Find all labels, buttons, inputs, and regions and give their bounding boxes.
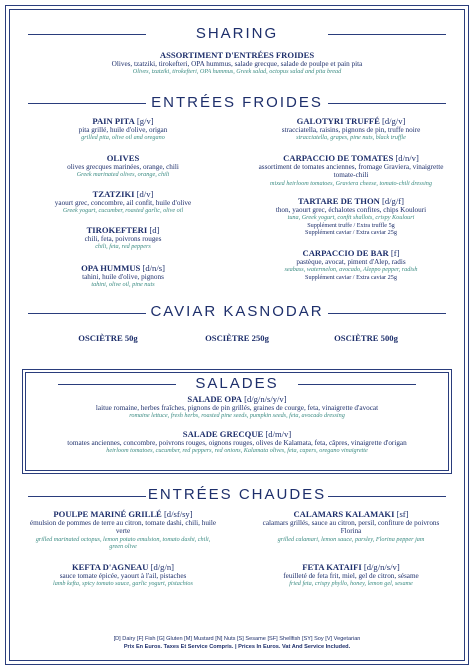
section-title-salades: SALADES — [195, 375, 279, 392]
dish-name: OLIVES — [106, 153, 140, 163]
dish-carpaccio-bar — [256, 248, 446, 281]
dish-description-en: stracciatella, grapes, pine nuts, black truffle — [296, 134, 406, 142]
dish-pain-pita — [28, 116, 218, 142]
dish-description-en: romaine lettuce, fresh herbs, roasted pine seeds, pumpkin seeds, feta, avocado dressing — [129, 412, 345, 420]
dish-feta-kataifi — [256, 562, 446, 588]
dish-description-en: mixed heirloom tomatoes, Graviera cheese, tomato-chili dressing — [270, 179, 432, 187]
supplement-line: Supplément caviar / Extra caviar 25g — [305, 228, 397, 236]
allergen-tag: [f] — [388, 248, 400, 258]
dish-description-fr: tomates anciennes, concombre, poivrons rouges, oignons rouges, olives de Kalamata, feta, câpres, vinaigrette d'origan — [67, 439, 407, 447]
dish-description-fr: calamars grillés, sauce au citron, persil, confiture de poivrons Florina — [262, 519, 440, 536]
allergen-legend: [D] Dairy [F] Fish [G] Gluten [M] Mustard [N] Nuts [S] Sesame [SF] Shellfish [SY] Soy [V] Vegetarian — [113, 636, 361, 642]
allergen-tag: [d] — [147, 225, 160, 235]
section-title-entrees-chaudes: ENTRÉES CHAUDES — [147, 486, 327, 503]
dish-description-fr: émulsion de pommes de terre au citron, tomate dashi, chili, huile verte — [29, 519, 217, 536]
section-title-sharing: SHARING — [195, 25, 279, 42]
dish-description-en: grilled pita, olive oil and oregano — [81, 134, 165, 142]
allergen-tag: [d/g/v] — [379, 116, 406, 126]
section-title-caviar: CAVIAR KASNODAR — [150, 303, 324, 320]
dish-name: CARPACCIO DE TOMATES — [283, 153, 394, 163]
dish-name: POULPE MARINÉ GRILLÉ — [53, 509, 162, 519]
dish-description-en: grilled marinated octopus, lemon potato emulsion, tomato dashi, chili, green olive — [35, 535, 211, 551]
dish-carpaccio-tomates — [256, 153, 446, 187]
dish-calamars — [256, 509, 446, 543]
allergen-tag: [d/g/n/s/v] — [361, 562, 400, 572]
allergen-tag: [g/v] — [134, 116, 154, 126]
caviar-item: OSCIÈTRE 250g — [205, 333, 269, 343]
dish-description-fr: olives grecques marinées, orange, chili — [67, 163, 179, 171]
allergen-tag: [sf] — [394, 509, 409, 519]
dish-name: CALAMARS KALAMAKI — [293, 509, 395, 519]
dish-description-en: tuna, Greek yogurt, confit shallots, crispy Koulouri — [287, 214, 415, 222]
dish-name: TARTARE DE THON — [298, 196, 380, 206]
dish-description-fr: tahini, huile d'olive, pignons — [82, 273, 164, 281]
dish-description-en: fried feta, crispy phyllo, honey, lemon gel, sesame — [289, 580, 413, 588]
dish-description-en: heirloom tomatoes, cucumber, red peppers, red onions, Kalamata olives, feta, capers, oregano vinaigrette — [106, 447, 368, 455]
caviar-item: OSCIÈTRE 500g — [334, 333, 398, 343]
supplement-line: Supplément caviar / Extra caviar 25g — [305, 273, 397, 281]
dish-description-fr: Olives, tzatziki, tirokefteri, OPA hummus, salade grecque, salade de poulpe et pain pita — [111, 60, 363, 68]
dish-description-fr: feuilleté de feta frit, miel, gel de citron, sésame — [283, 572, 419, 580]
dish-name: CARPACCIO DE BAR — [302, 248, 389, 258]
allergen-tag: [d/n/s] — [140, 263, 165, 273]
dish-name: FETA KATAIFI — [302, 562, 362, 572]
dish-galotyri-truffe — [256, 116, 446, 142]
dish-description-fr: laitue romaine, herbes fraîches, pignons de pin grillés, graines de courge, feta, vinaigrette d'avocat — [95, 404, 379, 412]
dish-salade-grecque — [60, 429, 414, 455]
dish-description-en: Greek marinated olives, orange, chili — [76, 171, 170, 179]
section-title-entrees-froides: ENTRÉES FROIDES — [151, 94, 323, 111]
dish-kefta — [28, 562, 218, 588]
dish-description-fr: yaourt grec, concombre, ail confit, huile d'olive — [54, 199, 192, 207]
dish-description-en: Olives, tzatziki, tirokefteri, OPA hummus, Greek salad, octopus salad and pita bread — [132, 68, 342, 76]
dish-poulpe — [28, 509, 218, 550]
dish-name: OPA HUMMUS — [81, 263, 141, 273]
dish-description-fr: chili, feta, poivrons rouges — [84, 235, 162, 243]
price-notice: Prix En Euros. Taxes Et Service Compris. | Prices In Euros. Vat And Service Included. — [123, 644, 351, 650]
dish-description-fr: sauce tomate épicée, yaourt à l'ail, pistaches — [59, 572, 187, 580]
allergen-tag: [d/g/n/s/y/v] — [241, 394, 287, 404]
dish-description-fr: thon, yaourt grec, échalotes confites, chips Koulouri — [275, 206, 427, 214]
dish-description-fr: assortiment de tomates anciennes, fromage Graviera, vinaigrette tomate-chili — [258, 163, 444, 180]
sharing-item — [30, 50, 444, 76]
dish-tzatziki — [28, 189, 218, 215]
dish-tirokefteri — [28, 225, 218, 251]
allergen-tag: [d/g/f] — [379, 196, 404, 206]
dish-opa-hummus — [28, 263, 218, 289]
allergen-tag: [d/g/n] — [148, 562, 175, 572]
dish-tartare-thon — [256, 196, 446, 236]
dish-name: SALADE OPA — [187, 394, 242, 404]
dish-description-en: tahini, olive oil, pine nuts — [91, 281, 155, 289]
dish-description-fr: stracciatella, raisins, pignons de pin, truffe noire — [281, 126, 421, 134]
dish-name: GALOTYRI TRUFFÉ — [296, 116, 380, 126]
dish-name: KEFTA D'AGNEAU — [71, 562, 149, 572]
dish-name: PAIN PITA — [92, 116, 135, 126]
dish-name: SALADE GRECQUE — [182, 429, 264, 439]
dish-description-fr: pastèque, avocat, piment d'Alep, radis — [296, 258, 406, 266]
supplement-line: Supplément truffe / Extra truffle 5g — [307, 221, 395, 229]
dish-description-en: Greek yogurt, cucumber, roasted garlic, olive oil — [62, 207, 184, 215]
dish-description-en: lamb kefta, spicy tomato sauce, garlic yogurt, pistachios — [53, 580, 193, 588]
allergen-tag: [d/n/v] — [393, 153, 419, 163]
dish-name: TIROKEFTERI — [86, 225, 148, 235]
dish-name: TZATZIKI — [92, 189, 135, 199]
dish-olives — [28, 153, 218, 179]
dish-description-fr: pita grillé, huile d'olive, origan — [78, 126, 168, 134]
allergen-tag: [d/v] — [134, 189, 154, 199]
dish-description-en: seabass, watermelon, avocado, Aleppo pepper, radish — [284, 266, 418, 274]
dish-name: ASSORTIMENT D'ENTRÉES FROIDES — [159, 50, 315, 60]
allergen-tag: [d/sf/sy] — [161, 509, 193, 519]
dish-description-en: grilled calamari, lemon sauce, parsley, Florina pepper jam — [277, 535, 425, 543]
dish-description-en: chili, feta, red peppers — [95, 243, 151, 251]
caviar-item: OSCIÈTRE 50g — [78, 333, 138, 343]
dish-salade-opa — [34, 394, 440, 420]
allergen-tag: [d/m/v] — [263, 429, 292, 439]
